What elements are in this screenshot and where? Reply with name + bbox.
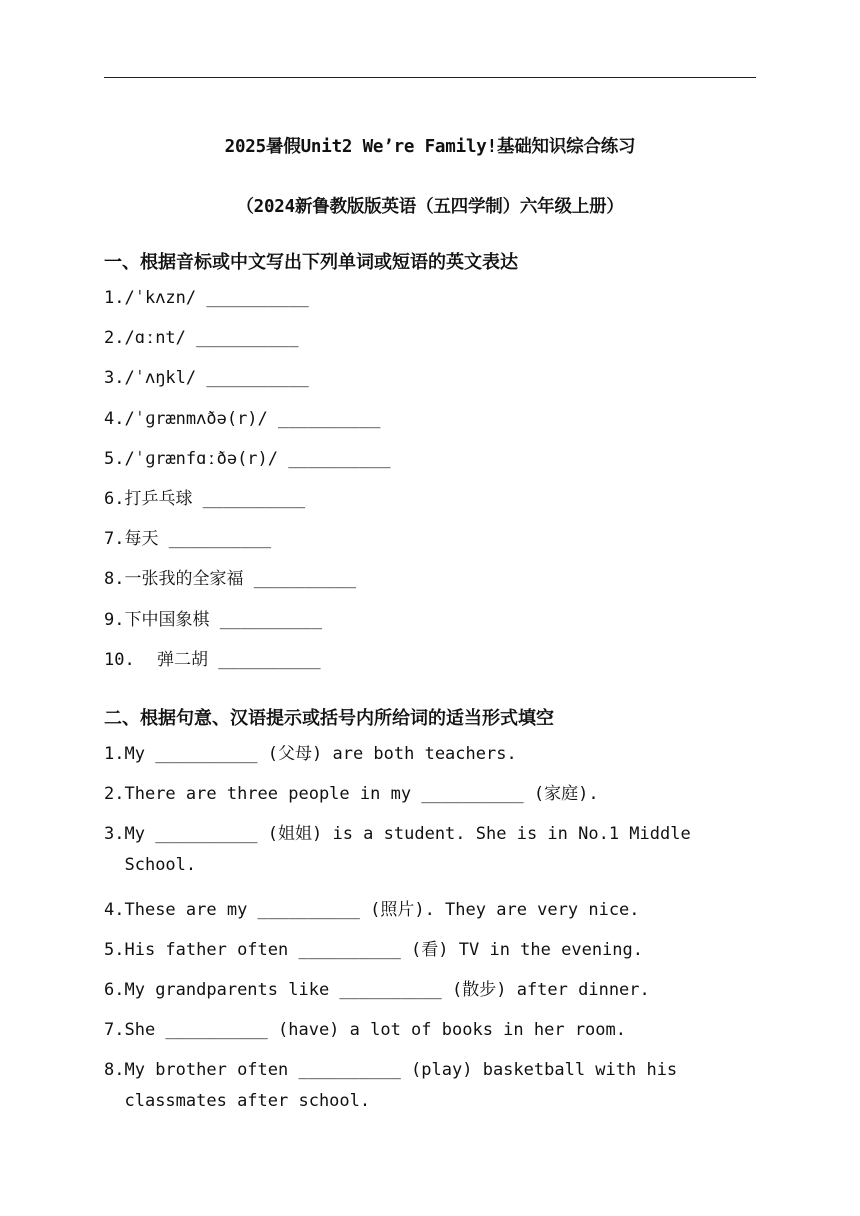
list-item: [104, 368, 724, 408]
item-text: She __________ (have) a lot of books in her room.: [124, 1020, 626, 1040]
list-item: [104, 650, 724, 690]
item-number: 7.: [104, 529, 125, 550]
item-number: 1.: [104, 288, 125, 308]
list-item: [104, 409, 724, 449]
list-item: [104, 1060, 724, 1117]
item-number: 3.: [104, 368, 125, 389]
item-number: 3.: [104, 824, 125, 844]
item-text: My grandparents like __________ (散步) after dinner.: [124, 980, 650, 1000]
item-number: 9.: [104, 609, 125, 630]
item-number: 8.: [104, 569, 125, 590]
item-text: His father often __________ (看) TV in the evening.: [124, 940, 643, 960]
item-number: 4.: [104, 900, 125, 920]
item-text: 打乒乓球 __________: [124, 488, 306, 509]
item-number: 7.: [104, 1020, 125, 1040]
item-number: 10.: [104, 649, 135, 670]
list-item: [104, 610, 724, 650]
item-number: 2.: [104, 328, 125, 349]
list-item: [104, 449, 724, 489]
item-number: 6.: [104, 980, 125, 1000]
item-number: 2.: [104, 784, 125, 804]
list-item: [104, 489, 724, 529]
item-text: These are my __________ (照片). They are very nice.: [124, 900, 640, 920]
list-item: [104, 784, 724, 805]
section-2-heading: 二、根据句意、汉语提示或括号内所给词的适当形式填空: [104, 708, 554, 729]
item-text: 弹二胡 __________: [157, 649, 321, 670]
item-text: /ˈɡrænfɑːðə(r)/ __________: [124, 448, 391, 469]
list-item: [104, 328, 724, 368]
section-2-list: [104, 744, 724, 1117]
section-1-heading: 一、根据音标或中文写出下列单词或短语的英文表达: [104, 252, 518, 273]
list-item: [104, 824, 724, 881]
item-text: /ˈɡrænmʌðə(r)/ __________: [124, 408, 381, 429]
item-number: 5.: [104, 448, 125, 469]
list-item: [104, 569, 724, 609]
item-text: 下中国象棋 __________: [124, 609, 323, 630]
list-item: [104, 980, 724, 1001]
item-text: My __________ (姐姐) is a student. She is in No.1 Middle School.: [124, 824, 691, 875]
item-text: My brother often __________ (play) basketball with his classmates after school.: [124, 1060, 678, 1111]
list-item: [104, 529, 724, 569]
item-number: 4.: [104, 408, 125, 429]
item-text: 每天 __________: [124, 529, 272, 550]
list-item: [104, 940, 724, 961]
item-number: 6.: [104, 488, 125, 509]
item-text: /ˈʌŋkl/ __________: [124, 368, 309, 389]
item-text: 一张我的全家福 __________: [124, 569, 357, 590]
item-text: There are three people in my __________ (家庭).: [124, 784, 599, 804]
list-item: [104, 288, 724, 328]
item-number: 1.: [104, 744, 125, 764]
list-item: [104, 744, 724, 765]
section-1-list: [104, 288, 724, 690]
list-item: [104, 1020, 724, 1041]
item-text: My __________ (父母) are both teachers.: [124, 744, 517, 764]
worksheet-subtitle: （2024新鲁教版版英语（五四学制）六年级上册）: [236, 197, 624, 217]
item-number: 5.: [104, 940, 125, 960]
item-text: /ɑːnt/ __________: [124, 328, 299, 349]
list-item: [104, 900, 724, 921]
item-text: /ˈkʌzn/ __________: [124, 288, 309, 308]
item-number: 8.: [104, 1060, 125, 1080]
worksheet-title: 2025暑假Unit2 We’re Family!基础知识综合练习: [224, 137, 636, 157]
header-rule: [104, 77, 756, 78]
